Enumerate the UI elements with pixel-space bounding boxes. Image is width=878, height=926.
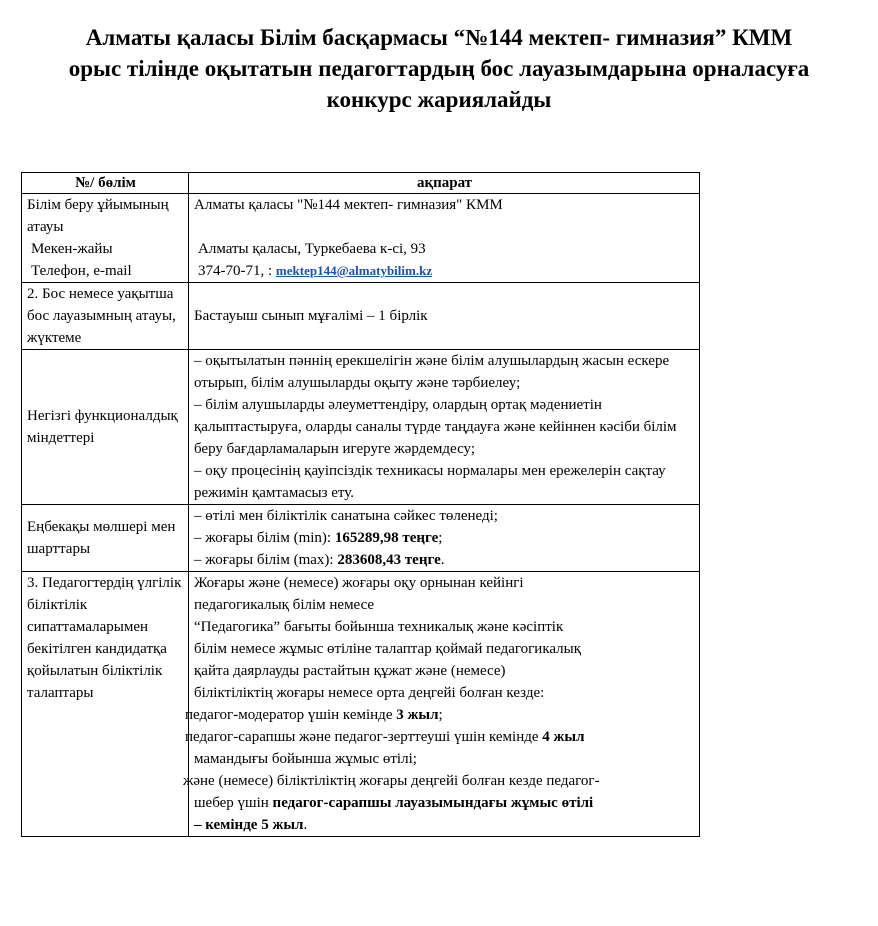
- requirements-line: және (немесе) біліктіліктің жоғары деңгейі болған кезде педагог-: [183, 773, 600, 789]
- salary-label: Еңбекақы мөлшері мен шарттары: [22, 505, 189, 572]
- requirements-line: [185, 704, 695, 726]
- table-row-requirements: [22, 572, 700, 837]
- table-row-organization: [22, 194, 700, 283]
- salary-max: [194, 549, 695, 571]
- requirements-line: мамандығы бойынша жұмыс өтілі;: [194, 751, 417, 767]
- vacancy-label: 2. Бос немесе уақытша бос лауазымның атауы, жүктеме: [22, 283, 189, 350]
- org-phone-value: 374-70-71, :: [198, 263, 273, 279]
- table-row-vacancy: [22, 283, 700, 350]
- page-title: [0, 22, 878, 115]
- functions-label: Негізгі функционалдық міндеттері: [22, 350, 189, 505]
- salary-min-prefix: – жоғары білім (min):: [194, 530, 335, 546]
- req-moderator-years: 3 жыл: [396, 707, 439, 723]
- salary-min-value: 165289,98 теңге: [334, 530, 439, 546]
- requirements-line: біліктіліктің жоғары немесе орта деңгейі болған кезде:: [194, 685, 545, 701]
- requirements-line: [194, 792, 695, 814]
- org-values: [189, 194, 700, 283]
- req-expert-text: педагог-сарапшы және педагог-зерттеуші үшін кемінде: [185, 729, 543, 745]
- org-labels: [22, 194, 189, 283]
- salary-max-suffix: .: [440, 552, 445, 568]
- requirements-label: 3. Педагогтердің үлгілік біліктілік сипаттамаларымен бекітілген кандидатқа қойылатын біліктілік талаптары: [22, 572, 189, 837]
- title-line-2: орыс тілінде оқытатын педагогтардың бос лауазымдарына орналасуға: [68, 56, 810, 81]
- title-line-1: Алматы қаласы Білім басқармасы “№144 мектеп- гимназия” КММ: [85, 25, 793, 50]
- org-phone-label: Телефон, e-mail: [31, 263, 132, 279]
- title-line-3: конкурс жариялайды: [326, 87, 552, 112]
- salary-values: [189, 505, 700, 572]
- table-row-salary: [22, 505, 700, 572]
- functions-list: [189, 350, 700, 505]
- requirements-line: педагогикалық білім немесе: [194, 597, 375, 613]
- org-contact: [194, 260, 695, 282]
- salary-min: [194, 527, 695, 549]
- salary-line-1: – өтілі мен біліктілік санатына сәйкес төленеді;: [194, 508, 498, 524]
- org-name-value: Алматы қаласы "№144 мектеп- гимназия" КММ: [194, 197, 503, 213]
- requirements-line: [194, 814, 695, 836]
- functions-item: – оқытылатын пәннің ерекшелігін және білім алушылардың жасын ескере отырып, білім алушыларды оқыту және тәрбиелеу;: [194, 353, 670, 391]
- salary-min-suffix: ;: [438, 530, 443, 546]
- requirements-text: [183, 572, 700, 837]
- table-row-functions: [22, 350, 700, 505]
- requirements-line: “Педагогика” бағыты бойынша техникалық және кәсіптік: [194, 619, 564, 635]
- requirements-line: [185, 726, 695, 748]
- salary-max-prefix: – жоғары білім (max):: [194, 552, 338, 568]
- vacancy-table: [21, 172, 700, 837]
- req-moderator-text: педагог-модератор үшін кемінде: [185, 707, 397, 723]
- requirements-line: білім немесе жұмыс өтіліне талаптар қоймай педагогикалық: [194, 641, 582, 657]
- req-expert-years: 4 жыл: [542, 729, 585, 745]
- req-master-years: – кемінде 5 жыл: [194, 817, 304, 833]
- req-master-text: шебер үшін: [194, 795, 273, 811]
- org-name-label: Білім беру ұйымының атауы: [27, 197, 169, 235]
- header-section: №/ бөлім: [22, 173, 189, 194]
- requirements-line: қайта даярлауды растайтын құжат және (немесе): [194, 663, 506, 679]
- header-info: ақпарат: [189, 173, 700, 194]
- req-moderator-end: ;: [438, 707, 443, 723]
- functions-item: – білім алушыларды әлеуметтендіру, олардың ортақ мәдениетін қалыптастыруға, оларды саналы түрде таңдауға және кейіннен кәсіби білім беру бағдарламаларын игеруге жәрдемдесу;: [194, 397, 677, 457]
- vacancy-value: Бастауыш сынып мұғалімі – 1 бірлік: [189, 283, 700, 350]
- requirements-line: Жоғары және (немесе) жоғары оқу орнынан кейінгі: [194, 575, 524, 591]
- table-header-row: [22, 173, 700, 194]
- salary-max-value: 283608,43 теңге: [337, 552, 441, 568]
- org-address-value: Алматы қаласы, Туркебаева к-сі, 93: [198, 241, 426, 257]
- req-master-bold: педагог-сарапшы лауазымындағы жұмыс өтілі: [272, 795, 594, 811]
- org-address-label: Мекен-жайы: [31, 241, 113, 257]
- req-master-end: .: [303, 817, 308, 833]
- functions-item: – оқу процесінің қауіпсіздік техникасы нормалары мен ережелерін сақтау режимін қамтамасыз ету.: [194, 463, 666, 501]
- org-email-link[interactable]: mektep144@almatybilim.kz: [275, 263, 433, 278]
